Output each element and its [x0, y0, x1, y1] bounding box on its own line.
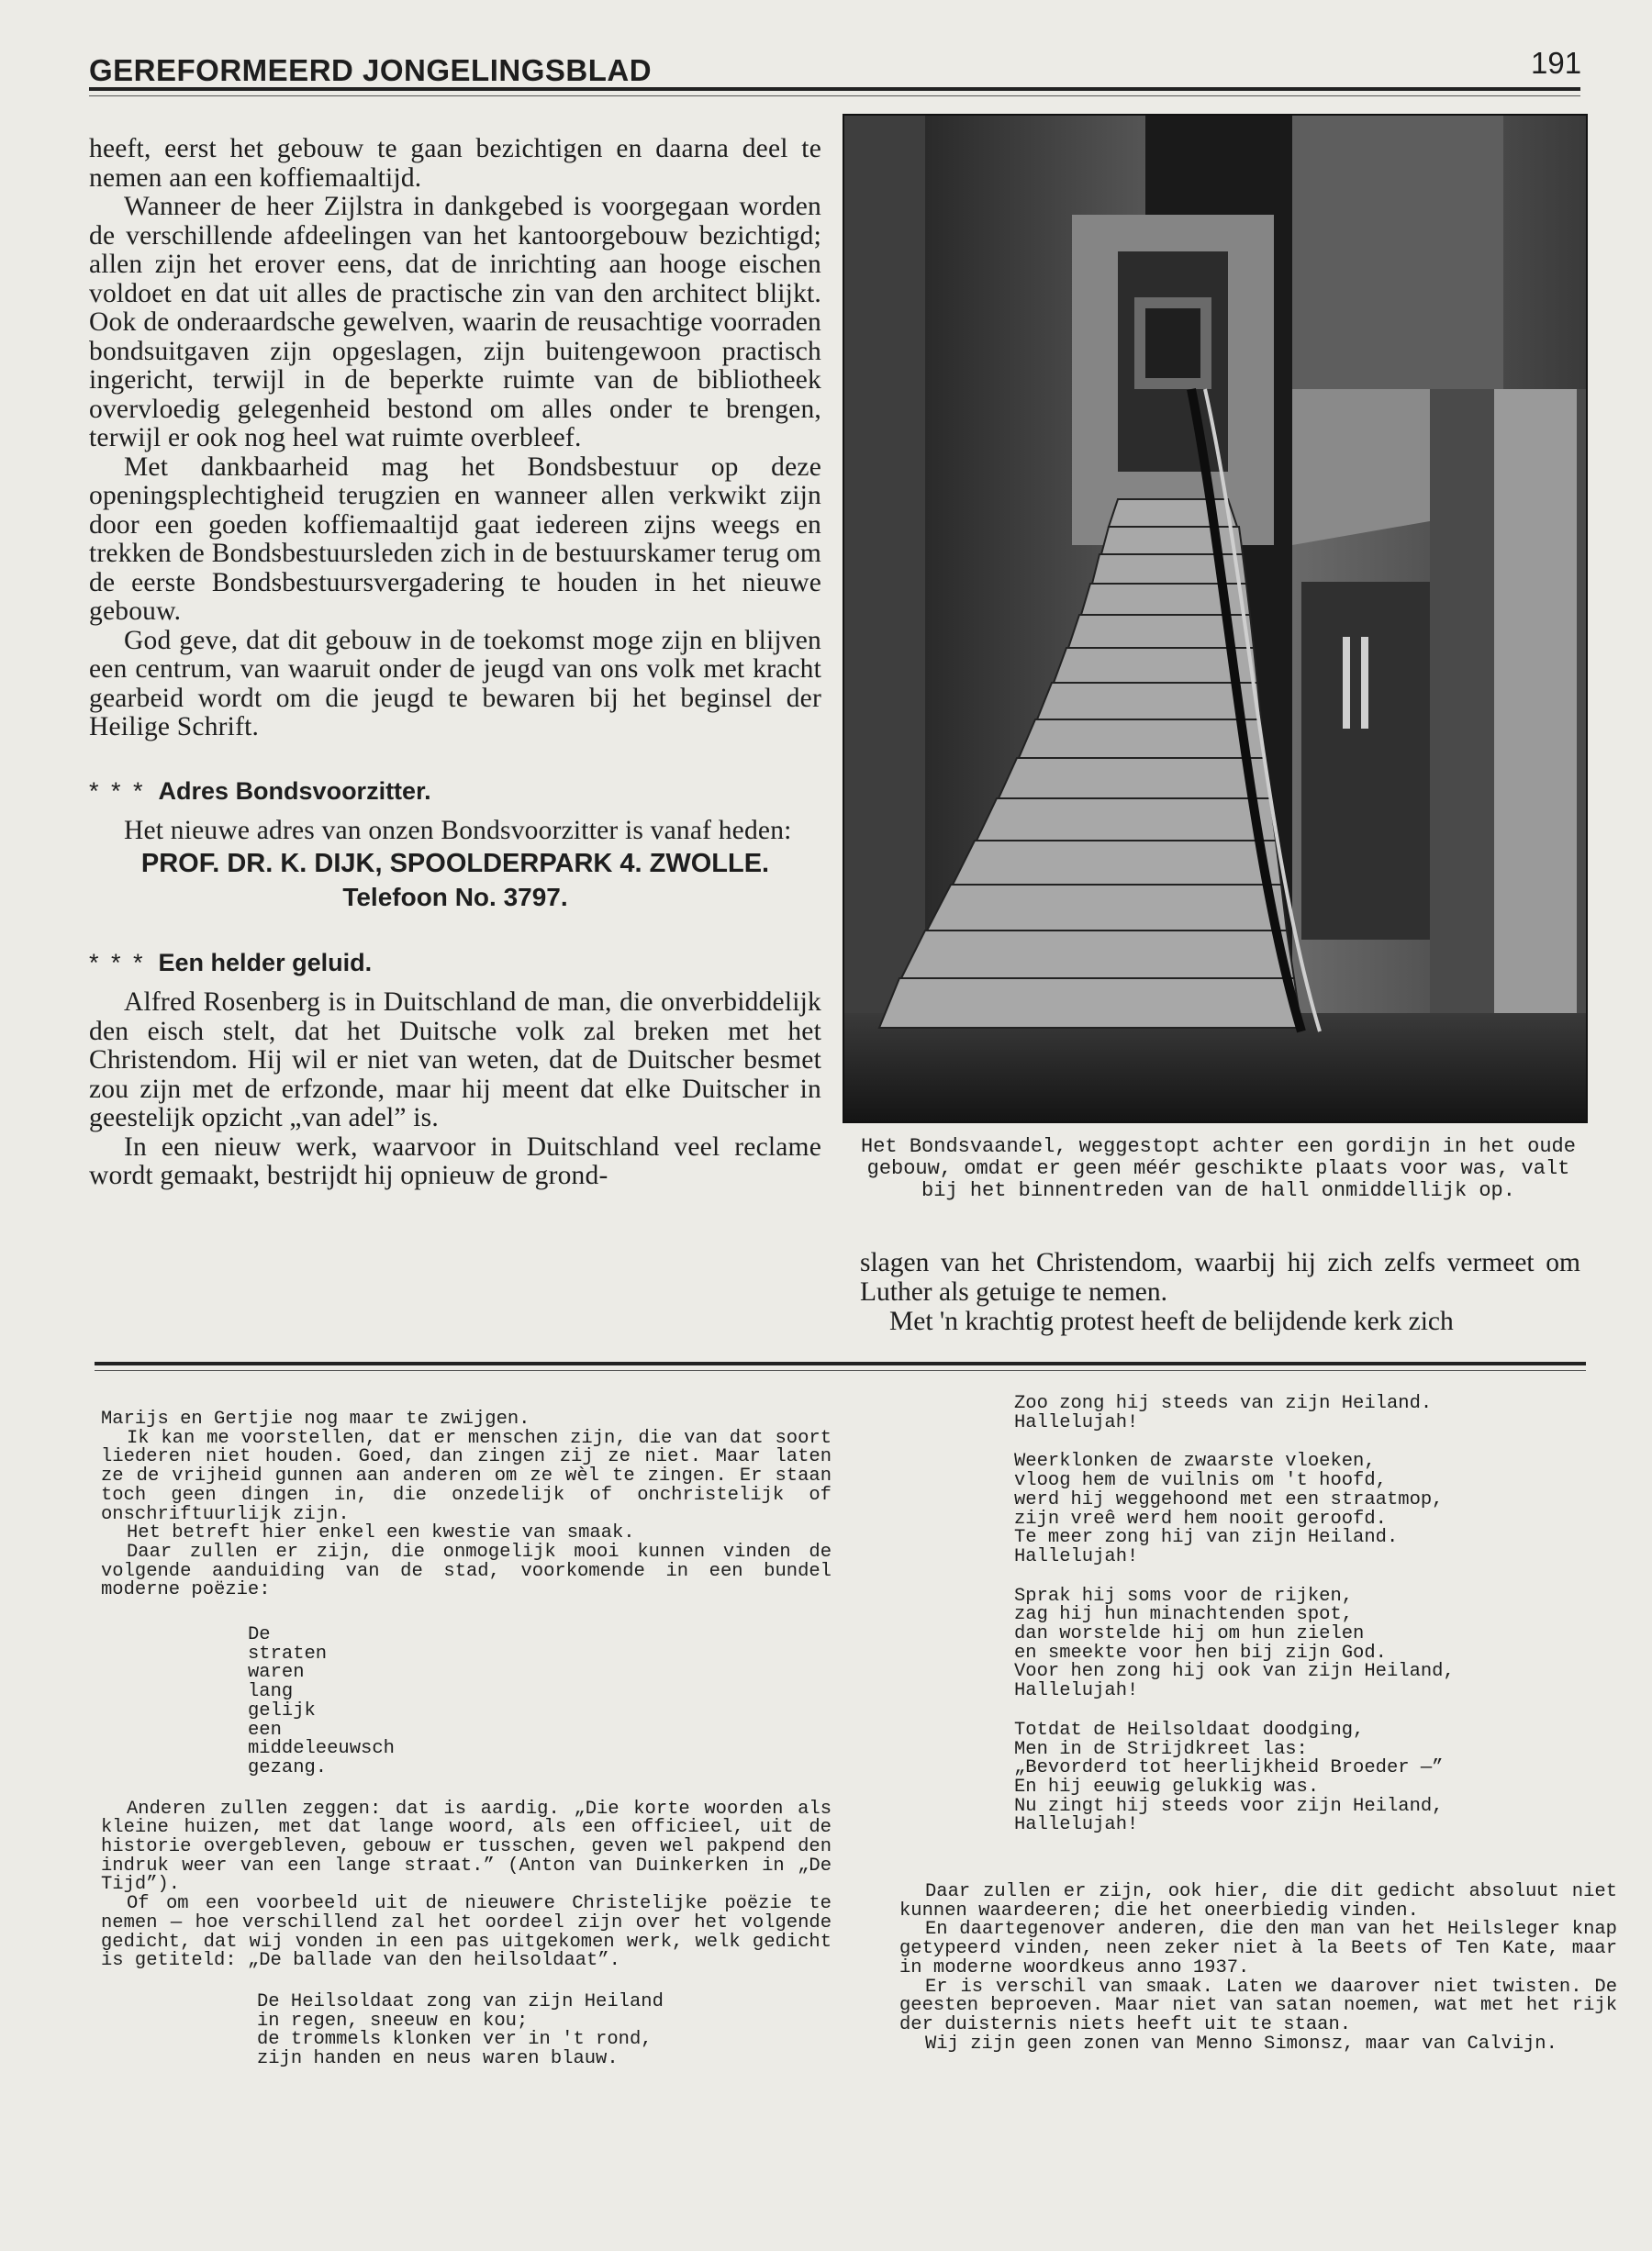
section-rule-thin: [95, 1370, 1586, 1371]
left-column: [89, 135, 821, 1191]
lower-right-column: [899, 1395, 1617, 2054]
poem-line: Hallelujah!: [1014, 1680, 1139, 1702]
poem-line: Hallelujah!: [1014, 1411, 1139, 1433]
poem-line: Te meer zong hij van zijn Heiland.: [1014, 1527, 1399, 1549]
lower-paragraph: Of om een voorbeeld uit de nieuwere Christelijke poëzie te nemen — hoe verschillend zal het oordeel zijn over het volgende gedicht, dat wij vonden in een pas uitgekomen werk, welk gedicht is getiteld: „De ballade van den heilsoldaat”.: [101, 1893, 832, 1972]
poem-line: de trommels klonken ver in 't rond,: [257, 2029, 653, 2051]
poem-line: vloog hem de vuilnis om 't hoofd,: [1014, 1470, 1387, 1492]
ballad-stanza: [1014, 1453, 1617, 1566]
poem-line: Sprak hij soms voor de rijken,: [1014, 1585, 1354, 1607]
lower-paragraph: Marijs en Gertjie nog maar te zwijgen.: [101, 1409, 530, 1430]
sound-heading: [89, 949, 821, 977]
poem-line: Weerklonken de zwaarste vloeken,: [1014, 1451, 1376, 1473]
poem-line: En hij eeuwig gelukkig was.: [1014, 1776, 1320, 1798]
poem-line: in regen, sneeuw en kou;: [257, 2010, 529, 2032]
short-poem: [248, 1626, 832, 1778]
lower-paragraph: Ik kan me voorstellen, dat er menschen zijn, die van dat soort liederen niet houden. Goed, dan zingen zij ze niet. Maar laten ze de vrijheid gunnen aan anderen om ze wèl te zingen. Er staan toch geen dingen in, die onzedelijk of onchristelijk of onschriftuurlijk zijn.: [101, 1427, 832, 1525]
poem-line: Nu zingt hij steeds voor zijn Heiland,: [1014, 1795, 1444, 1817]
poem-word: een: [248, 1719, 282, 1741]
poem-line: zijn handen en neus waren blauw.: [257, 2048, 619, 2070]
poem-line: werd hij weggehoond met een straatmop,: [1014, 1488, 1444, 1510]
address-heading: [89, 777, 821, 806]
poem-line: en smeekte voor hen bij zijn God.: [1014, 1642, 1387, 1664]
right-paragraph-2: Met 'n krachtig protest heeft de belijdende kerk zich: [889, 1307, 1454, 1336]
poem-line: dan worstelde hij om hun zielen: [1014, 1623, 1365, 1645]
section-rule: [95, 1362, 1586, 1365]
intro-paragraph-3: Met dankbaarheid mag het Bondsbestuur op deze openingsplechtigheid terugzien en wanneer allen verkwikt zijn door een goeden koffiemaaltijd gaat iedereen zijns weegs en trekken de Bondsbestuursleden zich in de bestuurskamer terug om de eerste Bondsbestuursvergadering te houden in het nieuwe gebouw.: [89, 451, 821, 626]
intro-paragraph-1: heeft, eerst het gebouw te gaan bezichtigen en daarna deel te nemen aan een koffiemaaltijd.: [89, 134, 821, 193]
sound-heading-text: Een helder geluid.: [158, 949, 373, 976]
header-rule: [89, 87, 1580, 91]
poem-word: gelijk: [248, 1699, 316, 1722]
intro-paragraph-4: God geve, dat dit gebouw in de toekomst moge zijn en blijven een centrum, van waaruit onder de jeugd van ons volk met kracht gearbeid wordt om die jeugd te bewaren bij het beginsel der Heilige Schrift.: [89, 625, 821, 741]
address-heading-text: Adres Bondsvoorzitter.: [158, 776, 431, 805]
poem-word: straten: [248, 1643, 328, 1665]
poem-word: middeleeuwsch: [248, 1738, 395, 1760]
poem-line: Men in de Strijdkreet las:: [1014, 1738, 1308, 1760]
header-rule-thin: [89, 95, 1580, 96]
lower-paragraph: En daartegenover anderen, die den man van het Heilsleger knap getypeerd vinden, neen zeker niet à la Beets of Ten Kate, maar in moderne woordkeus anno 1937.: [899, 1919, 1617, 1978]
ballad-stanza: [1014, 1719, 1617, 1836]
lower-paragraph: Anderen zullen zeggen: dat is aardig. „Die korte woorden als kleine huizen, met dat lange woord, als een officieel, uit de historie overgebleven, gebouw er tusschen, geven wel pakpend den indruk weer van een lange straat.” (Anton van Duinkerken in „De Tijd”).: [101, 1798, 832, 1896]
photo-caption: Het Bondsvaandel, weggestopt achter een gordijn in het oude gebouw, omdat er geen méér geschikte plaats voor was, valt bij het binnentreden van de hall onmiddellijk op.: [861, 1135, 1576, 1202]
poem-word: gezang.: [248, 1756, 328, 1778]
address-intro: Het nieuwe adres van onzen Bondsvoorzitter is vanaf heden:: [124, 815, 792, 845]
sound-paragraph-2: In een nieuw werk, waarvoor in Duitschland veel reclame wordt gemaakt, bestrijdt hij opnieuw de grond-: [89, 1131, 821, 1190]
poem-line: zag hij hun minachtenden spot,: [1014, 1604, 1354, 1626]
phone-line: Telefoon No. 3797.: [342, 883, 568, 911]
intro-paragraph-2: Wanneer de heer Zijlstra in dankgebed is voorgegaan worden de verschillende afdeelingen van het kantoorgebouw bezichtigd; allen zijn het erover eens, dat de inrichting aan hooge eischen voldoet en dat uit alles de practische zin van den architect blijkt. Ook de onderaardsche gewelven, waarin de reusachtige voorraden bondsuitgaven zijn opgeslagen, zijn buitengewoon practisch ingericht, terwijl in de beperkte ruimte van de bibliotheek overvloedig gelegenheid bestond om alles onder te brengen, terwijl er ook nog heel wat ruimte overbleef.: [89, 192, 821, 452]
lower-paragraph: Het betreft hier enkel een kwestie van smaak.: [127, 1522, 635, 1544]
lower-paragraph: Wij zijn geen zonen van Menno Simonsz, maar van Calvijn.: [925, 2033, 1557, 2055]
section-stars: * * *: [89, 949, 146, 976]
poem-line: Totdat de Heilsoldaat doodging,: [1014, 1719, 1365, 1741]
poem-line: Hallelujah!: [1014, 1814, 1139, 1836]
lower-paragraph: Daar zullen er zijn, die onmogelijk mooi kunnen vinden de volgende aanduiding van de stad, voorkomende in een bundel moderne poëzie:: [101, 1541, 832, 1601]
lower-left-column: [101, 1410, 832, 2069]
poem-line: De Heilsoldaat zong van zijn Heiland: [257, 1990, 664, 2012]
ballad-stanza: [1014, 1585, 1617, 1702]
right-column-continuation: [860, 1248, 1580, 1336]
sound-paragraph-1: Alfred Rosenberg is in Duitschland de man, die onverbiddelijk den eisch stelt, dat het Duitsche volk zal breken met het Christendom. Hij wil er niet van weten, dat de Duitscher besmet zou zijn met de erfzonde, maar hij meent dat elke Duitscher in geestelijk opzicht „van adel” is.: [89, 987, 821, 1132]
poem-line: Hallelujah!: [1014, 1545, 1139, 1567]
staircase-photo: [843, 114, 1588, 1123]
poem-word: De: [248, 1624, 271, 1646]
lower-paragraph: Er is verschil van smaak. Laten we daarover niet twisten. De geesten beproeven. Maar niet van satan noemen, wat met het rijk der duisternis niets heeft uit te staan.: [899, 1976, 1617, 2035]
section-stars: * * *: [89, 776, 146, 805]
right-paragraph-1: slagen van het Christendom, waarbij hij zich zelfs vermeet om Luther als getuige te nemen.: [860, 1248, 1580, 1307]
ballad-stanza: [1014, 1395, 1617, 1432]
page-number: 191: [1531, 46, 1582, 80]
poem-word: lang: [248, 1681, 294, 1703]
poem-line: „Bevorderd tot heerlijkheid Broeder —”: [1014, 1757, 1444, 1779]
address-line: PROF. DR. K. DIJK, SPOOLDERPARK 4. ZWOLLE.: [140, 849, 770, 878]
ballad-stanza: [257, 1990, 832, 2070]
poem-line: zijn vreê werd hem nooit geroofd.: [1014, 1508, 1387, 1530]
poem-word: waren: [248, 1662, 305, 1684]
poem-line: Voor hen zong hij ook van zijn Heiland,: [1014, 1661, 1455, 1683]
poem-line: Zoo zong hij steeds van zijn Heiland.: [1014, 1393, 1433, 1414]
lower-paragraph: Daar zullen er zijn, ook hier, die dit gedicht absoluut niet kunnen waardeeren; die het oneerbiedig vinden.: [899, 1881, 1617, 1922]
magazine-title: GEREFORMEERD JONGELINGSBLAD: [89, 53, 653, 87]
